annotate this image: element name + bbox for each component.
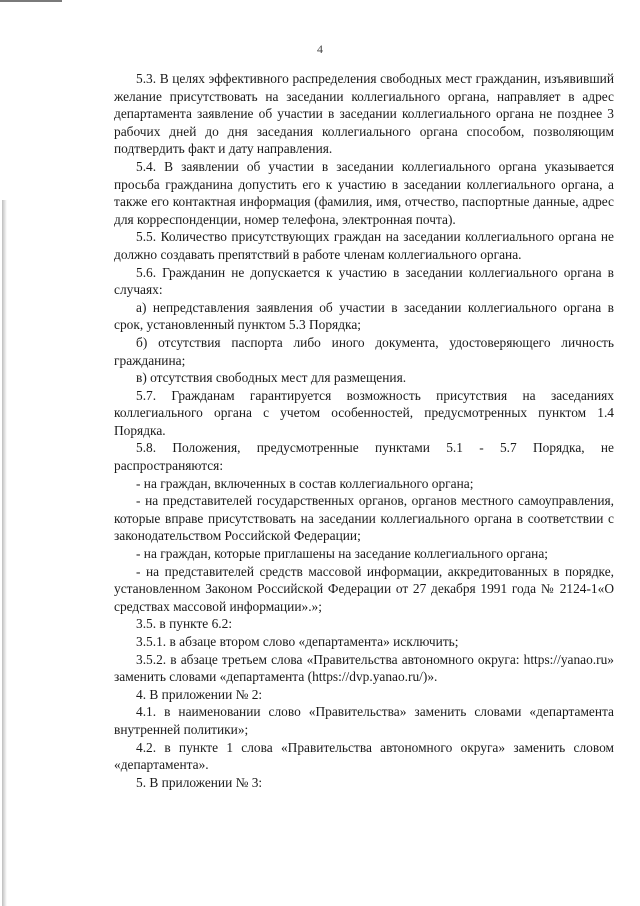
paragraph-3-5: 3.5. в пункте 6.2: xyxy=(136,616,233,632)
paragraph-5-8: 5.8. Положения, предусмотренные пунктами 5.1 - 5.7 Порядка, не распространяются: xyxy=(114,440,614,474)
document-body xyxy=(114,70,614,791)
paragraph-5: 5. В приложении № 3: xyxy=(136,774,263,790)
dash-item-officials: - на представителей государственных органов, органов местного самоуправления, которые вправе присутствовать на заседании коллегиального органа в соответствии с законодательством Российской Федерации; xyxy=(114,493,614,544)
scan-artifact-edge xyxy=(2,200,7,906)
paragraph-5-4: 5.4. В заявлении об участии в заседании коллегиального органа указывается просьба гражданина допустить его к участию в заседании коллегиального органа, а также его контактная информация (фамилия, имя, отчество, паспортные данные, адрес для корреспонденции, номер телефона, электронная почта). xyxy=(114,158,614,227)
dash-item-invited: - на граждан, которые приглашены на заседание коллегиального органа; xyxy=(136,546,549,562)
paragraph-4-1: 4.1. в наименовании слово «Правительства» заменить словами «департамента внутренней политики»; xyxy=(114,704,614,737)
list-item-a: а) непредставления заявления об участии в заседании коллегиального органа в срок, установленный пунктом 5.3 Порядка; xyxy=(114,299,614,333)
paragraph-3-5-1: 3.5.1. в абзаце втором слово «департамента» исключить; xyxy=(136,634,459,649)
paragraph-3-5-2: 3.5.2. в абзаце третьем слова «Правительства автономного округа: https://yanao.ru» заменить словами «департамента (https://dvp.yanao.ru/)». xyxy=(114,651,614,685)
page-number: 4 xyxy=(317,42,323,56)
paragraph-5-5: 5.5. Количество присутствующих граждан на заседании коллегиального органа не должно создавать препятствий в работе членам коллегиального органа. xyxy=(114,229,614,262)
list-item-b: б) отсутствия паспорта либо иного документа, удостоверяющего личность гражданина; xyxy=(114,334,614,368)
dash-item-members: - на граждан, включенных в состав коллегиального органа; xyxy=(136,475,474,491)
paragraph-4-2: 4.2. в пункте 1 слова «Правительства автономного округа» заменить словом «департамента». xyxy=(114,739,614,773)
paragraph-5-7: 5.7. Гражданам гарантируется возможность присутствия на заседаниях коллегиального органа с учетом особенностей, предусмотренных пунктом 1.4 Порядка. xyxy=(114,387,614,438)
paragraph-5-6: 5.6. Гражданин не допускается к участию в заседании коллегиального органа в случаях: xyxy=(114,264,614,298)
paragraph-5-3: 5.3. В целях эффективного распределения свободных мест гражданин, изъявивший желание присутствовать на заседании коллегиального органа, направляет в адрес департамента заявление об участии в заседании коллегиального органа не позднее 3 рабочих дней до дня заседания коллегиального органа способом, позволяющим подтвердить факт и дату направления. xyxy=(114,71,614,157)
list-item-v: в) отсутствия свободных мест для размещения. xyxy=(136,370,407,386)
scan-artifact-line xyxy=(0,0,62,2)
dash-item-media: - на представителей средств массовой информации, аккредитованных в порядке, установленном Законом Российской Федерации от 27 декабря 1991 года № 2124-1«О средствах массовой информации».»; xyxy=(114,563,614,614)
paragraph-4: 4. В приложении № 2: xyxy=(136,686,263,702)
